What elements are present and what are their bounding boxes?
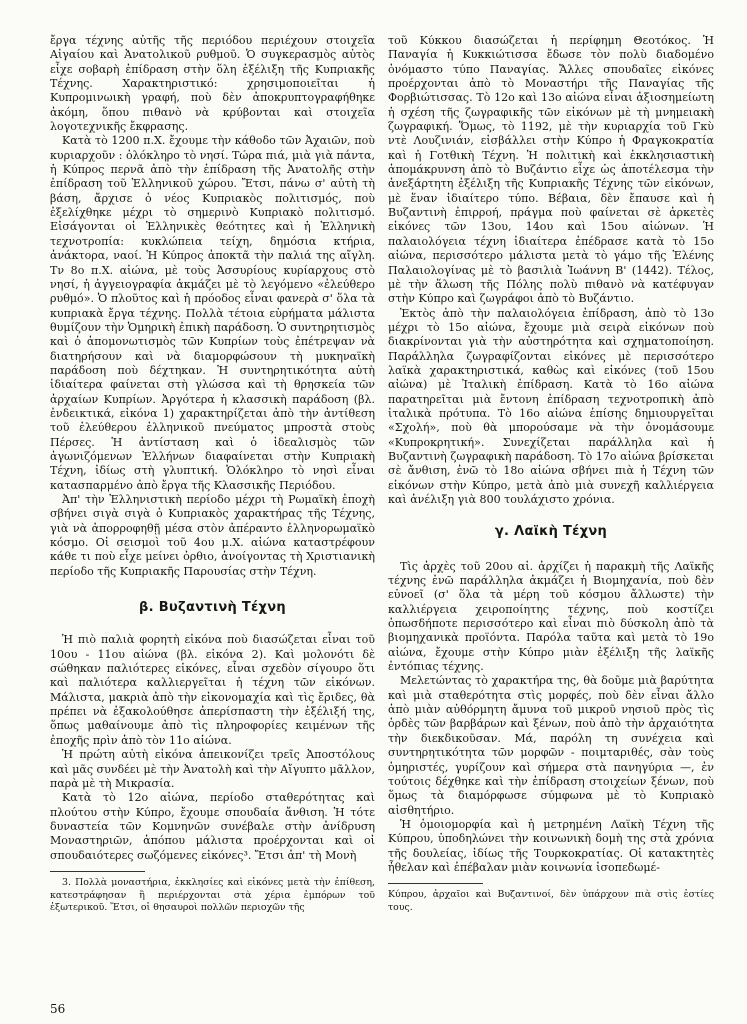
left-column bbox=[50, 34, 375, 915]
paragraph: τοῦ Κύκκου διασώζεται ἡ περίφημη Θεοτόκος. Ἡ Παναγία ἡ Κυκκιώτισσα ἔδωσε τὸν πολὺ διαδομένο ὀνόμαστο τύπο Παναγίας. Ἄλλες σπουδαῖες εἰκόνες προέρχονται ἀπὸ τὸ Μοναστήρι τῆς Παναγίας τῆς Φορβιώτισσας. Τὸ 12ο καὶ 13ο αἰώνα εἶναι ἀξιοσημείωτη ἡ σχέση τῆς ζωγραφικῆς τῶν εἰκόνων μὲ τὴ μνημειακὴ ζωγραφική. Ὅμως, τὸ 1192, μὲ τὴν κυριαρχία τοῦ Γκὺ ντὲ Λουζινιάν, εἰσβάλλει στὴν Κύπρο ἡ Φραγκοκρατία καὶ ἡ Γοτθικὴ Τέχνη. Ἡ πολιτικὴ καὶ ἐκκλησιαστικὴ ἀπομάκρυνση ἀπὸ τὸ Βυζάντιο εἶχε ὡς ἀποτέλεσμα τὴν ἀνεξάρτητη ἐξέλιξη τῆς Κυπριακῆς Τέχνης τῶν εἰκόνων, μὲ ἕναν ἰδιαίτερο τύπο. Βέβαια, δὲν ἔπαυσε καὶ ἡ Βυζαντινὴ ἐπιρροή, πράγμα ποὺ φαίνεται σὲ ἀρκετὲς εἰκόνες τῶν 13ου, 14ου καὶ 15ου αἰώνων. Ἡ παλαιολόγεια τέχνη ἰδιαίτερα ἐπέδρασε κατὰ τὸ 15ο αἰώνα, περισσότερο μάλιστα μετὰ τὸ γάμο τῆς Ἑλένης Παλαιολογίνας μὲ τὸ βασιλιὰ Ἰωάννη Β' (1442). Τέλος, μὲ τὴν ἅλωση τῆς Πόλης πολὺ πιθανὸ νὰ κατέφυγαν στὴν Κύπρο καὶ ζωγράφοι ἀπὸ τὸ Βυζάντιο. bbox=[388, 34, 714, 306]
section-heading-byzantine-art: β. Βυζαντινὴ Τέχνη bbox=[139, 600, 286, 616]
footnote: 3. Πολλὰ μοναστήρια, ἐκκλησίες καὶ εἰκόνες μετὰ τὴν ἐπίθεση, κατεστράφησαν ἢ περιέρχονται στὰ χέρια ἐμπόρων τοῦ ἐξωτερικοῦ. Ἔτσι, οἱ θησαυροὶ πολλῶν περιοχῶν τῆς bbox=[50, 876, 375, 914]
section-heading-folk-art: γ. Λαϊκὴ Τέχνη bbox=[494, 524, 608, 540]
paragraph: Ἡ πιὸ παλιὰ φορητὴ εἰκόνα ποὺ διασώζεται εἶναι τοῦ 10ου - 11ου αἰώνα (βλ. εἰκόνα 2). Καὶ μολονότι δὲ σώθηκαν παλιότερες εἰκόνες, εἶναι σχεδὸν σίγουρο ὅτι καὶ παλιότερα καλλιεργεῖται ἡ τέχνη τῶν εἰκόνων. Μάλιστα, μακριὰ ἀπὸ τὴν εἰκονομαχία καὶ τὶς ἔριδες, θὰ πρέπει νὰ ἐξακολούθησε ἀπερίσπαστη τὴν ἐξέλιξή της, ὅπως μαθαίνουμε ἀπὸ τὶς πληροφορίες κειμένων τῆς ἐποχῆς πρὶν ἀπὸ τὸν 11ο αἰώνα. bbox=[50, 633, 375, 747]
paragraph: Ἡ πρώτη αὐτὴ εἰκόνα ἀπεικονίζει τρεῖς Ἀποστόλους καὶ μᾶς συνδέει μὲ τὴν Ἀνατολὴ καὶ τὴν Αἴγυπτο μᾶλλον, παρὰ μὲ τὴ Μικρασία. bbox=[50, 748, 375, 790]
footnote-continued: Κύπρου, ἀρχαῖοι καὶ Βυζαντινοί, δὲν ὑπάρχουν πιὰ στὶς ἑστίες τους. bbox=[388, 889, 714, 913]
paragraph: Ἡ ὁμοιομορφία καὶ ἡ μετρημένη Λαϊκὴ Τέχνη τῆς Κύπρου, ὑποδηλώνει τὴν κοινωνικὴ δομὴ της στὰ χρόνια τῆς δουλείας, ἰδίως τῆς Τουρκοκρατίας. Οἱ κατακτητὲς ἦθελαν καὶ ἐπέβαλαν μιὰν κοινωνία ἰσοπεδωμέ- bbox=[388, 817, 714, 874]
right-column bbox=[388, 34, 714, 915]
page-number: 56 bbox=[50, 1002, 66, 1016]
footnote-divider bbox=[50, 871, 145, 872]
paragraph: Κατὰ τὸ 12ο αἰώνα, περίοδο σταθερότητας καὶ πλούτου στὴν Κύπρο, ἔχουμε σπουδαία ἄνθιση. Ἡ τότε δυναστεία τῶν Κομνηνῶν συνέβαλε στὴν ἀνίδρυση Μοναστηριῶν, ἀπόπου μάλιστα προέρχονται καὶ οἱ σπουδαιότερες σωζόμενες εἰκόνες³. Ἔτσι ἀπ' τὴ Μονὴ bbox=[50, 791, 375, 862]
paragraph: ἔργα τέχνης αὐτῆς τῆς περιόδου περιέχουν στοιχεῖα Αἰγαίου καὶ Ἀνατολικοῦ ρυθμοῦ. Ὁ συγκερασμὸς αὐτὸς εἶχε σοβαρὴ ἐπίδραση στὴν ὅλη ἐξέλιξη τῆς Κυπριακῆς Τέχνης. Χαρακτηριστικό: χρησιμοποιεῖται ἡ Κυπρομινωικὴ γραφή, ποὺ δὲν ἀποκρυπτογραφήθηκε ἀκόμη, ὅπου πιθανὸ νὰ κρύβονται καὶ στοιχεῖα λογοτεχνικῆς ἔκφρασης. bbox=[50, 34, 375, 134]
paragraph: Μελετώντας τὸ χαρακτήρα της, θὰ δοῦμε μιὰ βαρύτητα καὶ μιὰ σταθερότητα στὶς μορφές, ποὺ δὲν εἶναι ἄλλο ἀπὸ μιὰν αὐθόρμητη ἄμυνα τοῦ μικροῦ νησιοῦ πρὸς τὶς ὀρδὲς τῶν βαρβάρων καὶ ξένων, ποὺ ἀπὸ τὴν ἀρχαιότητα τὴν διεκδικοῦσαν. Μά, παρόλη τη συνέχεια καὶ συντηρητικότητα τῶν μορφῶν - ποιμταριθές, σὰν τοὺς ὁμηριστές, γυρίζουν καὶ σήμερα στὰ πανηγύρια —, ἐν τούτοις δέχθηκε καὶ τὴν ἐπίδραση στοιχείων ξένων, ποὺ ὅμως τὰ διαμόρφωσε σύμφωνα μὲ τὸ Κυπριακὸ αἰσθητήριο. bbox=[388, 674, 714, 817]
paragraph: Κατὰ τὸ 1200 π.Χ. ἔχουμε τὴν κάθοδο τῶν Ἀχαιῶν, ποὺ κυριαρχοῦν : ὁλόκληρο τὸ νησί. Τώρα πιά, μιὰ γιὰ πάντα, ἡ Κύπρος περνᾶ ἀπὸ τὴν ἐπίδραση τῆς Ἀνατολῆς στὴν ἐπίδραση τοῦ Ἑλληνικοῦ χώρου. Ἔτσι, πάνω σ' αὐτὴ τὴ βάση, ἄρχισε ὁ νέος Κυπριακὸς πολιτισμός, ποὺ ἐξελίχθηκε μέχρι τὸ σημερινὸ Κυπριακὸ πολιτισμό. Εἰσάγονται οἱ Ἑλληνικὲς θεότητες καὶ ἡ Ἑλληνικὴ τεχνοτροπία: κυκλώπεια τείχη, δημόσια κτήρια, ἀνάκτορα, ναοί. Ἡ Κύπρος ἀποκτᾶ τὴν παλιά της αἴγλη. Τν 8ο π.Χ. αἰώνα, μὲ τοὺς Ἀσσυρίους κυρίαρχους στὸ νησί, ἡ ἀγγειογραφία ἀκμάζει μὲ τὸ λεγόμενο «ἐλεύθερο ρυθμό». Ὁ πλοῦτος καὶ ἡ πρόοδος εἶναι φανερὰ σ' ὅλα τὰ κυπριακὰ ἔργα τέχνης. Πολλὰ τέτοια εὑρήματα μάλιστα θυμίζουν τὴν Ὁμηρικὴ ἐπικὴ παράδοση. Ὁ συντηρητισμὸς καὶ ὁ ἀπομονωτισμὸς τῶν Κυπρίων τοὺς ἐπέτρεψαν νὰ διατηρήσουν καὶ νὰ διαμορφώσουν τὴ μυκηναϊκὴ παράδοση ποὺ δέχτηκαν. Ἡ συντηρητικότητα αὐτὴ ἰδιαίτερα φαίνεται στὴ γλώσσα καὶ τὴ θρησκεία τῶν ἀρχαίων Κυπρίων. Ἀργότερα ἡ κλασσικὴ παράδοση (βλ. ἐνδεικτικά, εἰκόνα 1) χαρακτηρίζεται ἀπὸ τὴν ἀντίθεση τοῦ ἐλεύθερου ἑλληνικοῦ πνεύματος μπροστὰ στοὺς Πέρσες. Ἡ ἀντίσταση καὶ ὁ ἰδεαλισμὸς τῶν ἀγωνιζόμενων Ἑλλήνων διαφαίνεται στὴν Κυπριακὴ Τέχνη, ἰδίως στὴ γλυπτική. Ὁλόκληρο τὸ νησὶ εἶναι κατασπαρμένο ἀπὸ ἔργα τῆς Κλασσικῆς Περιόδου. bbox=[50, 134, 375, 492]
paragraph: Ἀπ' τὴν Ἑλληνιστικὴ περίοδο μέχρι τὴ Ρωμαϊκὴ ἐποχὴ σβήνει σιγὰ σιγὰ ὁ Κυπριακὸς χαρακτήρας τῆς Τέχνης, γιὰ νὰ ἀπορροφηθῇ μέσα στὸν ἀπέραντο ἑλληνορωμαϊκὸ κόσμο. Οἱ σεισμοὶ τοῦ 4ου μ.Χ. αἰώνα καταστρέφουν κάθε τι ποὺ εἶχε μείνει ὀρθιο, ἀνοίγοντας τὴ Χριστιανικὴ περίοδο τῆς Κυπριακῆς Παρουσίας στὴν Τέχνη. bbox=[50, 493, 375, 578]
paragraph: Ἐκτὸς ἀπὸ τὴν παλαιολόγεια ἐπίδραση, ἀπὸ τὸ 13ο μέχρι τὸ 15ο αἰώνα, ἔχουμε μιὰ σειρὰ εἰκόνων ποὺ διακρίνονται γιὰ τὴν αὐστηρότητα καὶ σχηματοποίηση. Παράλληλα ζωγραφίζονται εἰκόνες μὲ περισσότερο λαϊκὰ χαρακτηριστικά, καθὼς καὶ εἰκόνες (τοῦ 15ου αἰώνα) μὲ Ἰταλικὴ ἐπίδραση. Κατὰ τὸ 16ο αἰώνα παρατηρεῖται μιὰ ἔντονη ἐπίδραση τεχνοτροπικὴ ἀπὸ ἰταλικὰ πρότυπα. Τὸ 16ο αἰώνα ἐπίσης δημιουργεῖται «Σχολή», ποὺ θὰ μπορούσαμε νὰ τὴν ὀνομάσουμε «Κυπροκρητική». Συνεχίζεται παράλληλα καὶ ἡ Βυζαντινὴ ζωγραφικὴ παράδοση. Τὸ 17ο αἰώνα βρίσκεται σὲ ἄνθιση, ἐνῶ τὸ 18ο αἰώνα σβήνει πιὰ ἡ Τέχνη τῶν εἰκόνων στὴν Κύπρο, μετὰ ἀπὸ μιὰ συνεχῆ καλλιέργεια καὶ ἀνέλιξη γιὰ 800 τουλάχιστο χρόνια. bbox=[388, 306, 714, 506]
paragraph: Τὶς ἀρχὲς τοῦ 20ου αἰ. ἀρχίζει ἡ παρακμὴ τῆς Λαϊκῆς τέχνης ἐνῶ παράλληλα ἀκμάζει ἡ Βιομηχανία, ποὺ δὲν εὐνοεῖ (σ' ὅλα τὰ μέρη τοῦ κόσμου ἄλλωστε) τὴν καλλιέργεια χειροποίητης τέχνης, ποὺ κοστίζει ὁπωσδήποτε περισσότερο καὶ εἶναι πιὸ δύσκολη ἀπὸ τὰ βιομηχανικὰ προϊόντα. Παρόλα ταῦτα καὶ μετὰ τὸ 19ο αἰώνα, ἔχουμε στὴν Κύπρο μιὰν ἐξέλιξη τῆς λαϊκῆς ἐντόπιας τέχνης. bbox=[388, 559, 714, 674]
footnote-divider bbox=[388, 883, 483, 884]
